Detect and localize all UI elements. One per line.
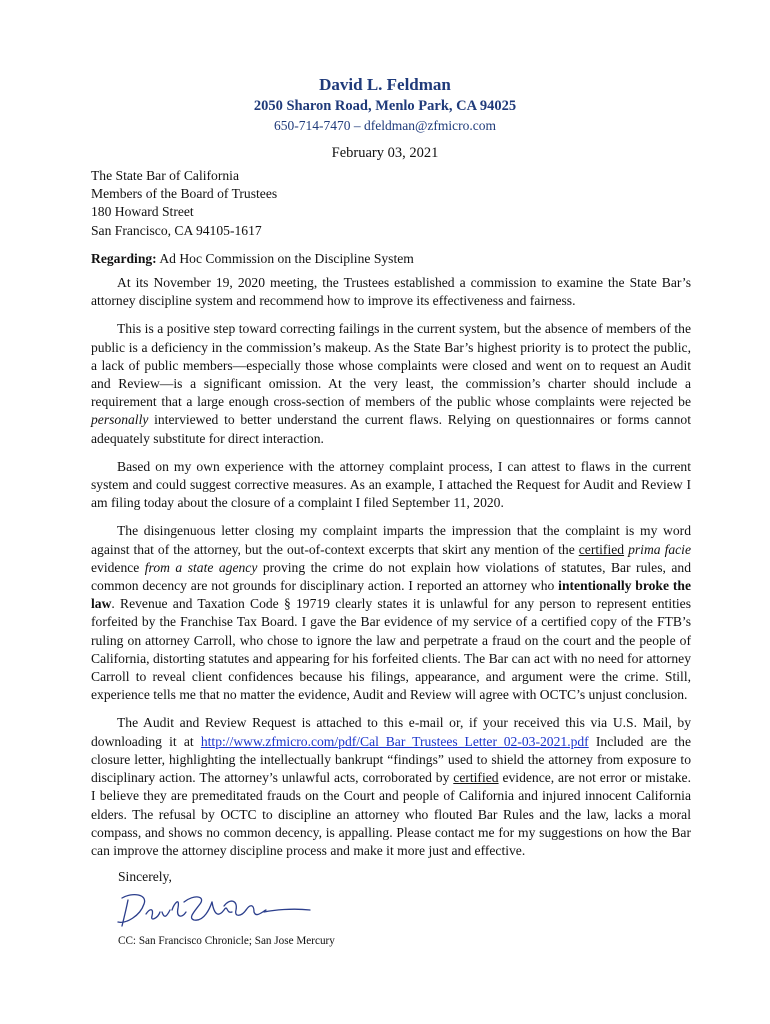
sender-name: David L. Feldman bbox=[319, 75, 451, 94]
sender-address: 2050 Sharon Road, Menlo Park, CA 94025 bbox=[253, 98, 517, 114]
paragraph-text: Included are the closure letter, highlighting the intellectually bankrupt “findings” used to shield the attorney from exposure to disciplinary action. The attorney’s unlawful acts, corroborated by bbox=[91, 733, 691, 786]
paragraph-text: The disingenuous letter closing my complaint imparts the impression that the complaint is my word against that of the attorney, but the out-of-context excerpts that skirt any mention of the bbox=[91, 523, 691, 557]
emphasis-text: personally bbox=[91, 412, 149, 428]
paragraph-4 bbox=[91, 522, 691, 704]
letter-date: February 03, 2021 bbox=[331, 145, 439, 161]
closing-text: Sincerely, bbox=[118, 869, 172, 885]
paragraph-text: This is a positive step toward correcting failings in the current system, but the absence of members of the public is a deficiency in the commission’s makeup. As the State Bar’s highest priority is to protect the public, a lack of public members—especially those whose complaints were closed and went on to request an Audit and Review—is a significant omission. At the very least, the commission’s charter should include a requirement that a large enough cross-section of members of the public whose complaints were rejected be bbox=[91, 321, 691, 410]
recipient-address bbox=[91, 167, 691, 240]
regarding-label: Regarding: bbox=[91, 250, 157, 266]
paragraph-text: interviewed to better understand the current flaws. Relying on questionnaires or forms cannot adequately substitute for direct interaction. bbox=[91, 412, 691, 446]
paragraph-2 bbox=[91, 320, 691, 447]
emphasis-text: from a state agency bbox=[144, 559, 258, 575]
closing-block bbox=[91, 868, 691, 932]
underlined-text: certified bbox=[578, 541, 625, 557]
underlined-text: certified bbox=[453, 770, 499, 786]
recipient-line: The State Bar of California bbox=[91, 168, 239, 183]
emphasis-text: prima facie bbox=[628, 541, 691, 557]
letterhead bbox=[0, 74, 770, 135]
sender-contact: 650-714-7470 – dfeldman@zfmicro.com bbox=[274, 118, 496, 133]
paragraph-text: evidence, are not error or mistake. I believe they are premeditated frauds on the Court and people of California and injured innocent California elders. The refusal by OCTC to discipline an attorney who flouted Bar Rules and the law, lacks a moral compass, and shows no common decency, is appalling. Please contact me for my suggestions on how the Bar can improve the attorney discipline process and make it more just and effective. bbox=[91, 770, 691, 858]
regarding-line bbox=[91, 250, 691, 268]
download-link[interactable]: http://www.zfmicro.com/pdf/Cal_Bar_Trustees_Letter_02-03-2021.pdf bbox=[200, 733, 589, 749]
recipient-line: 180 Howard Street bbox=[91, 204, 194, 220]
paragraph-text: proving the crime do not explain how violations of statutes, Bar rules, and common decency are not grounds for disciplinary action. I reported an attorney who bbox=[91, 559, 691, 594]
bold-text: intentionally broke the law bbox=[91, 578, 691, 612]
paragraph-3: Based on my own experience with the attorney complaint process, I can attest to flaws in the current system and could suggest corrective measures. As an example, I attached the Request for Audit and Review I am filing today about the closure of a complaint I filed September 11, 2020. bbox=[91, 458, 691, 511]
cc-line: CC: San Francisco Chronicle; San Jose Mercury bbox=[118, 935, 335, 948]
paragraph-text: . Revenue and Taxation Code § 19719 clearly states it is unlawful for any person to represent entities forfeited by the Franchise Tax Board. I gave the Bar evidence of my service of a certified copy of the FTB’s ruling on attorney Carroll, who chose to ignore the law and perpetrate a fraud on the court and the people of California, distorting statutes and appearing for his forfeited clients. The Bar can act with no need for attorney Carroll to reveal client confidences because his filings, appearance, and argument were the crime. Still, experience tells me that no matter the evidence, Audit and Review will agree with OCTC’s unjust conclusion. bbox=[91, 596, 691, 703]
letter-body bbox=[91, 167, 691, 948]
recipient-line: San Francisco, CA 94105-1617 bbox=[91, 222, 262, 238]
paragraph-1: At its November 19, 2020 meeting, the Trustees established a commission to examine the State Bar’s attorney discipline system and recommend how to improve its effectiveness and fairness. bbox=[91, 275, 691, 309]
signature-strokes bbox=[118, 895, 310, 926]
signature-image bbox=[114, 888, 314, 932]
regarding-text: Ad Hoc Commission on the Discipline System bbox=[156, 250, 414, 266]
paragraph-text: evidence bbox=[91, 559, 145, 575]
paragraph-5 bbox=[91, 714, 691, 860]
recipient-line: Members of the Board of Trustees bbox=[91, 186, 278, 202]
paragraph-text: The Audit and Review Request is attached to this e-mail or, if your received this via U.S. Mail, by downloading it at bbox=[91, 715, 691, 749]
